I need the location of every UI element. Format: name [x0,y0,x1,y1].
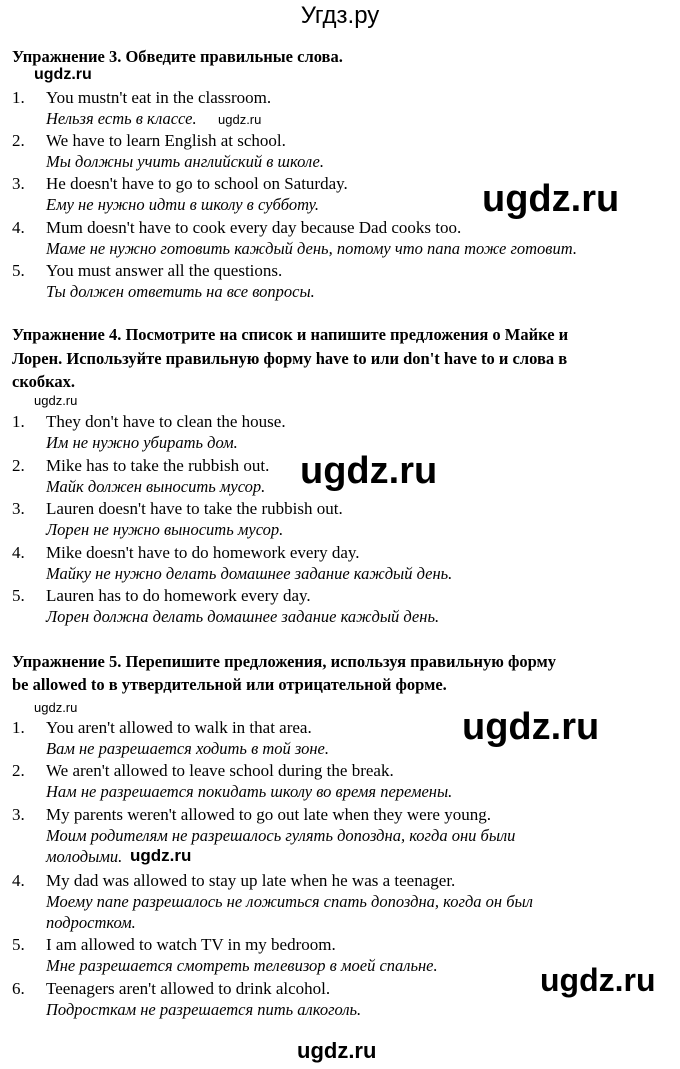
ex5-item-4-number: 4. [12,871,25,890]
ex4-item-3-number: 3. [12,499,25,518]
ex4-item-3-english: Lauren doesn't have to take the rubbish out. [46,499,343,518]
watermark: ugdz.ru [540,962,656,998]
ex4-item-5-number: 5. [12,586,25,605]
watermark: ugdz.ru [34,66,92,83]
exercise-5-heading-line-2: be allowed to в утвердительной или отрицательной форме. [12,675,447,694]
ex4-item-1-russian: Им не нужно убирать дом. [46,433,238,452]
ex4-item-3-russian: Лорен не нужно выносить мусор. [46,520,284,539]
ex5-item-4-russian-cont: подростком. [46,913,136,932]
ex5-item-3-russian-cont: молодыми. [46,847,123,866]
ex5-item-5-russian: Мне разрешается смотреть телевизор в моей спальне. [46,956,438,975]
ex5-item-2-english: We aren't allowed to leave school during the break. [46,761,394,780]
ex3-item-4-number: 4. [12,218,25,237]
ex5-item-6-russian: Подросткам не разрешается пить алкоголь. [46,1000,362,1019]
ex4-item-4-english: Mike doesn't have to do homework every day. [46,543,360,562]
ex3-item-1-english: You mustn't eat in the classroom. [46,88,272,107]
ex5-item-4-russian: Моему папе разрешалось не ложиться спать допоздна, когда он был [46,892,533,911]
ex4-item-4-number: 4. [12,543,25,562]
watermark: ugdz.ru [218,112,262,127]
watermark: ugdz.ru [297,1038,377,1063]
exercise-4-heading-line-1: Упражнение 4. Посмотрите на список и напишите предложения о Майке и [12,325,569,344]
ex4-item-5-english: Lauren has to do homework every day. [46,586,311,605]
ex5-item-6-english: Teenagers aren't allowed to drink alcohol. [46,979,331,998]
ex5-item-3-russian: Моим родителям не разрешалось гулять допоздна, когда они были [46,826,516,845]
ex5-item-1-number: 1. [12,718,25,737]
ex3-item-1-russian: Нельзя есть в классе. [46,109,197,128]
ex3-item-4-russian: Маме не нужно готовить каждый день, потому что папа тоже готовит. [46,239,577,258]
ex5-item-5-number: 5. [12,935,25,954]
watermark: ugdz.ru [482,178,620,220]
ex5-item-1-english: You aren't allowed to walk in that area. [46,718,312,737]
ex3-item-2-russian: Мы должны учить английский в школе. [46,152,324,171]
ex5-item-3-english: My parents weren't allowed to go out late when they were young. [46,805,491,824]
ex3-item-3-number: 3. [12,174,25,193]
ex4-item-1-english: They don't have to clean the house. [46,412,286,431]
ex3-item-2-number: 2. [12,131,25,150]
ex5-item-5-english: I am allowed to watch TV in my bedroom. [46,935,336,954]
site-title: Угдз.ру [300,2,380,29]
ex5-item-3-number: 3. [12,805,25,824]
watermark: ugdz.ru [462,706,600,748]
ex5-item-4-english: My dad was allowed to stay up late when he was a teenager. [46,871,456,890]
watermark: ugdz.ru [34,700,78,715]
ex5-item-6-number: 6. [12,979,25,998]
ex4-item-4-russian: Майку не нужно делать домашнее задание каждый день. [46,564,453,583]
exercise-4-heading-line-3: скобках. [12,372,75,391]
ex3-item-5-russian: Ты должен ответить на все вопросы. [46,282,315,301]
ex3-item-3-english: He doesn't have to go to school on Saturday. [46,174,348,193]
exercise-5-heading-line-1: Упражнение 5. Перепишите предложения, используя правильную форму [12,652,557,671]
ex4-item-2-russian: Майк должен выносить мусор. [46,477,266,496]
ex3-item-1-number: 1. [12,88,25,107]
ex3-item-4-english: Mum doesn't have to cook every day because Dad cooks too. [46,218,462,237]
ex5-item-2-russian: Нам не разрешается покидать школу во время перемены. [46,782,453,801]
watermark: ugdz.ru [300,450,438,492]
ex3-item-3-russian: Ему не нужно идти в школу в субботу. [46,195,320,214]
ex4-item-1-number: 1. [12,412,25,431]
ex4-item-2-number: 2. [12,456,25,475]
exercise-3-heading: Упражнение 3. Обведите правильные слова. [12,47,343,66]
watermark: ugdz.ru [34,393,78,408]
ex4-item-5-russian: Лорен должна делать домашнее задание каждый день. [46,607,440,626]
ex3-item-5-english: You must answer all the questions. [46,261,283,280]
ex5-item-1-russian: Вам не разрешается ходить в той зоне. [46,739,329,758]
ex3-item-2-english: We have to learn English at school. [46,131,286,150]
exercise-4-heading-line-2: Лорен. Используйте правильную форму have to или don't have to и слова в [12,349,568,368]
watermark: ugdz.ru [130,846,192,865]
ex3-item-5-number: 5. [12,261,25,280]
ex4-item-2-english: Mike has to take the rubbish out. [46,456,270,475]
ex5-item-2-number: 2. [12,761,25,780]
